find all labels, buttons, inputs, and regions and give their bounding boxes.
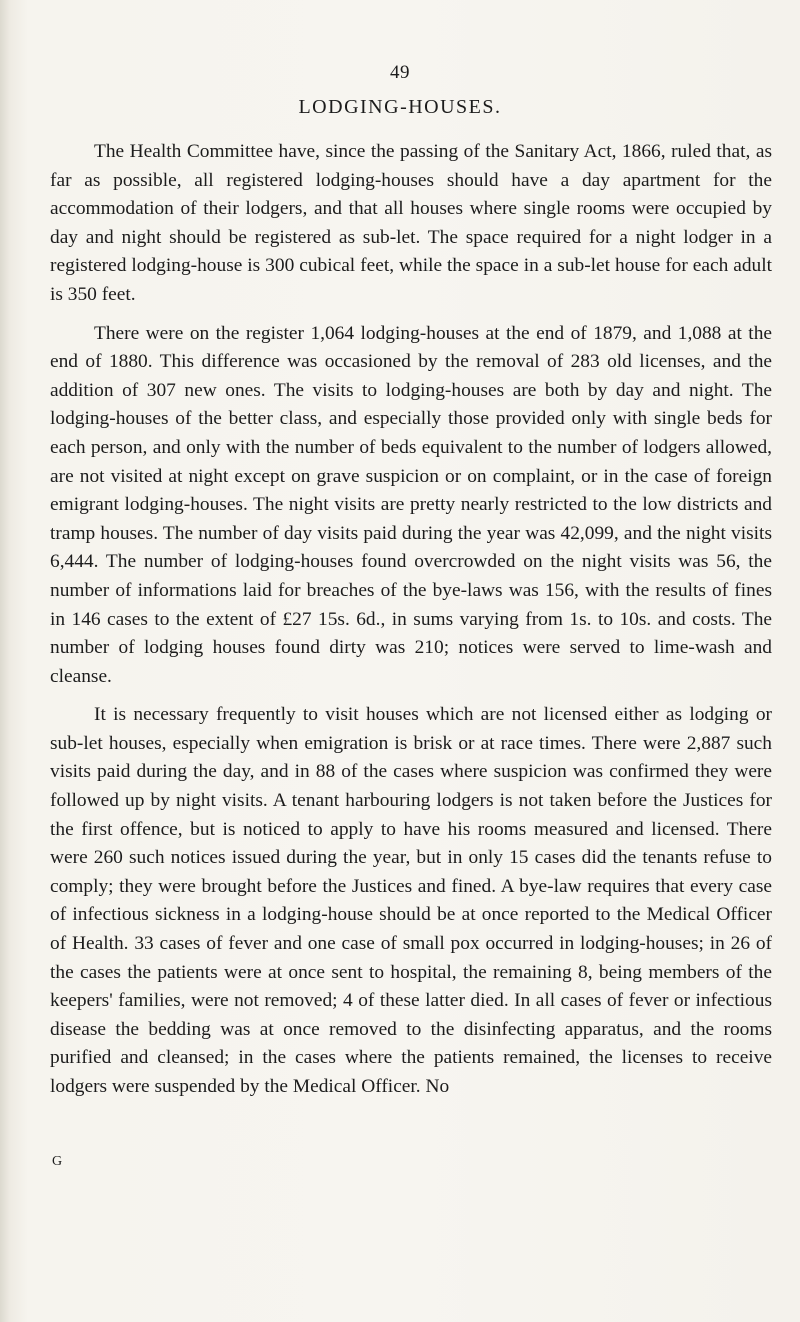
body-text [50,138,772,1102]
section-heading: LODGING-HOUSES. [298,96,502,118]
page-number: 49 [390,62,410,83]
printer-signature-mark: G [52,1154,63,1169]
paragraph-1: The Health Committee have, since the passing of the Sanitary Act, 1866, ruled that, as far as possible, all registered lodging-houses should have a day apartment for the accommodation of their lodgers, and that all houses where single rooms were occupied by day and night should be registered as sub-let. The space required for a night lodger in a registered lodging-house is 300 cubical feet, while the space in a sub-let house for each adult is 350 feet. [50,141,772,305]
paragraph-3: It is necessary frequently to visit houses which are not licensed either as lodging or sub-let houses, especially when emigration is brisk or at race times. There were 2,887 such visits paid during the day, and in 88 of the cases where suspicion was confirmed they were followed up by night visits. A tenant harbouring lodgers is not taken before the Justices for the first offence, but is noticed to apply to have his rooms measured and licensed. There were 260 such notices issued during the year, but in only 15 cases did the tenants refuse to comply; they were brought before the Justices and fined. A bye-law requires that every case of infectious sickness in a lodging-house should be at once reported to the Medical Officer of Health. 33 cases of fever and one case of small pox occurred in lodging-houses; in 26 of the cases the patients were at once sent to hospital, the remaining 8, being members of the keepers' families, were not removed; 4 of these latter died. In all cases of fever or infectious disease the bedding was at once removed to the disinfecting apparatus, and the rooms purified and cleansed; in the cases where the patients remained, the licenses to receive lodgers were suspended by the Medical Officer. No [50,704,772,1097]
paragraph-2: There were on the register 1,064 lodging-houses at the end of 1879, and 1,088 at the end of 1880. This difference was occasioned by the removal of 283 old licenses, and the addition of 307 new ones. The visits to lodging-houses are both by day and night. The lodging-houses of the better class, and especially those provided only with single beds for each person, and only with the number of beds equivalent to the number of lodgers allowed, are not visited at night except on grave suspicion or on complaint, or in the case of foreign emigrant lodging-houses. The night visits are pretty nearly restricted to the low districts and tramp houses. The number of day visits paid during the year was 42,099, and the night visits 6,444. The number of lodging-houses found overcrowded on the night visits was 56, the number of informations laid for breaches of the bye-laws was 156, with the results of fines in 146 cases to the extent of £27 15s. 6d., in sums varying from 1s. to 10s. and costs. The number of lodging houses found dirty was 210; notices were served to lime-wash and cleanse. [50,322,772,687]
